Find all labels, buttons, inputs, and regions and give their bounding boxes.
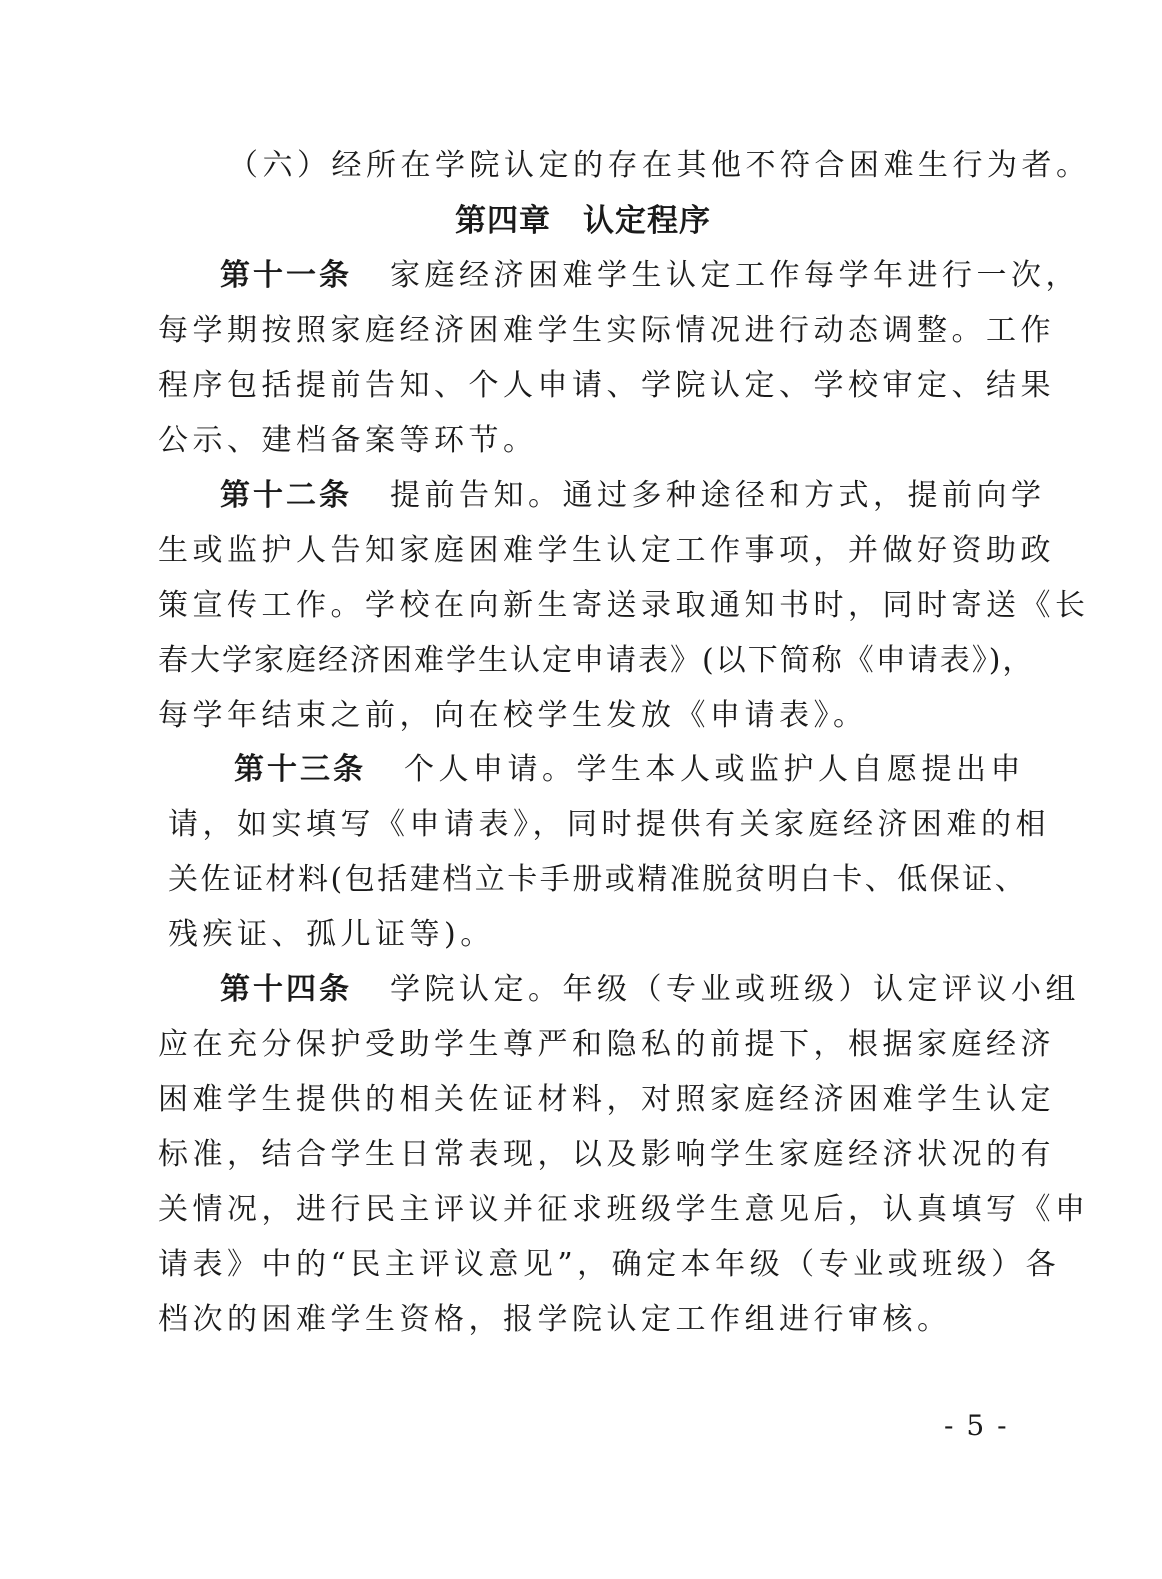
- page-number: - 5 -: [944, 1409, 1009, 1442]
- text-line: 关情况，进行民主评议并征求班级学生意见后，认真填写《申: [158, 1192, 1090, 1227]
- text-line: 春大学家庭经济困难学生认定申请表》(以下简称《申请表》)，: [158, 643, 1035, 678]
- article-13-first-line: [234, 750, 1025, 790]
- text-line: 生或监护人告知家庭困难学生认定工作事项，并做好资助政: [158, 533, 1055, 568]
- article-14-first-line: [220, 970, 1080, 1010]
- text-line: （六）经所在学院认定的存在其他不符合困难生行为者。: [228, 148, 1091, 183]
- article-label: 第十二条: [220, 478, 352, 513]
- text-line: 应在充分保护受助学生尊严和隐私的前提下，根据家庭经济: [158, 1027, 1055, 1062]
- chapter-title: 第四章 认定程序: [455, 203, 711, 239]
- article-12-first-line: [220, 476, 1046, 516]
- text-line: 请，如实填写《申请表》，同时提供有关家庭经济困难的相: [168, 807, 1050, 842]
- text-segment: 学院认定。年级（专业或班级）认定评议小组: [390, 972, 1080, 1007]
- text-line: 档次的困难学生资格，报学院认定工作组进行审核。: [158, 1302, 952, 1337]
- text-line: 每学年结束之前，向在校学生发放《申请表》。: [158, 698, 868, 733]
- text-line: 每学期按照家庭经济困难学生实际情况进行动态调整。工作: [158, 313, 1055, 348]
- article-label: 第十三条: [234, 752, 366, 787]
- article-label: 第十四条: [220, 972, 352, 1007]
- text-line: 困难学生提供的相关佐证材料，对照家庭经济困难学生认定: [158, 1082, 1055, 1117]
- text-line: 策宣传工作。学校在向新生寄送录取通知书时，同时寄送《长: [158, 588, 1090, 623]
- text-segment: 提前告知。通过多种途径和方式，提前向学: [390, 478, 1046, 513]
- text-line: 程序包括提前告知、个人申请、学院认定、学校审定、结果: [158, 368, 1055, 403]
- text-segment: 个人申请。学生本人或监护人自愿提出申: [404, 752, 1025, 787]
- text-segment: 家庭经济困难学生认定工作每学年进行一次，: [390, 258, 1080, 293]
- text-line: 关佐证材料(包括建档立卡手册或精准脱贫明白卡、低保证、: [168, 862, 1028, 897]
- text-line: 标准，结合学生日常表现，以及影响学生家庭经济状况的有: [158, 1137, 1055, 1172]
- article-label: 第十一条: [220, 258, 352, 293]
- text-line: 公示、建档备案等环节。: [158, 423, 538, 458]
- text-line: 残疾证、孤儿证等)。: [168, 917, 495, 952]
- article-11-first-line: [220, 256, 1080, 296]
- text-line: 请表》中的“民主评议意见”，确定本年级（专业或班级）各: [158, 1247, 1061, 1282]
